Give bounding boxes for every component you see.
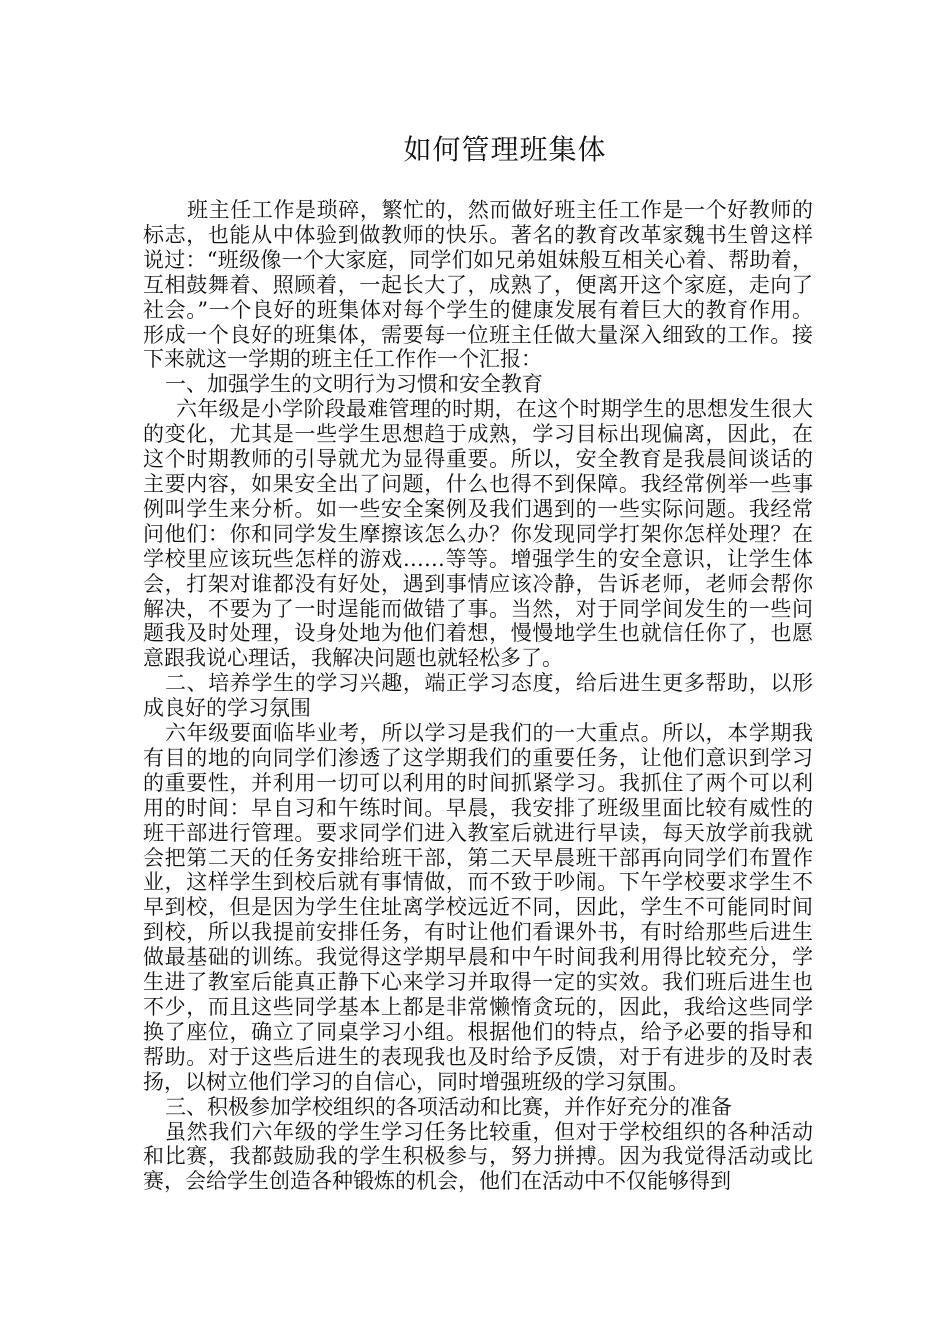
section-heading-3: 三、积极参加学校组织的各项活动和比赛，并作好充分的准备 (165, 1094, 732, 1119)
section-heading-2: 二、培养学生的学习兴趣，端正学习态度，给后进生更多帮助，以形成良好的学习氛围 (143, 671, 813, 721)
document-title: 如何管理班集体 (403, 133, 607, 166)
paragraph-section-2: 六年级要面临毕业考，所以学习是我们的一大重点。所以，本学期我有目的地的向同学们渗透了这学期我们的重要任务，让他们意识到学习的重要性，并利用一切可以利用的时间抓紧学习。我抓住了两个可以利用的时间：早自习和午练时间。早晨，我安排了班级里面比较有威性的班干部进行管理。要求同学们进入教室后就进行早读，每天放学前我就会把第二天的任务安排给班干部，第二天早晨班干部再向同学们布置作业，这样学生到校后就有事情做，而不致于吵闹。下午学校要求学生不早到校，但是因为学生住址离学校远近不同，因此，学生不可能同时间到校，所以我提前安排任务，有时让他们看课外书，有时给那些后进生做最基础的训练。我觉得这学期早晨和中午时间我利用得比较充分，学生进了教室后能真正静下心来学习并取得一定的实效。我们班后进生也不少，而且这些同学基本上都是非常懒惰贪玩的，因此，我给这些同学换了座位，确立了同桌学习小组。根据他们的特点，给予必要的指导和帮助。对于这些后进生的表现我也及时给予反馈，对于有进步的及时表扬，以树立他们学习的自信心，同时增强班级的学习氛围。 (143, 721, 813, 1094)
section-heading-1: 一、加强学生的文明行为习惯和安全教育 (165, 372, 543, 397)
document-body (143, 198, 813, 1194)
paragraph-section-3: 虽然我们六年级的学生学习任务比较重，但对于学校组织的各种活动和比赛，我都鼓励我的学生积极参与，努力拼搏。因为我觉得活动或比赛，会给学生创造各种锻炼的机会，他们在活动中不仅能够得到 (143, 1119, 813, 1194)
paragraph-section-1: 六年级是小学阶段最难管理的时期，在这个时期学生的思想发生很大的变化，尤其是一些学生思想趋于成熟，学习目标出现偏离，因此，在这个时期教师的引导就尤为显得重要。所以，安全教育是我晨间谈话的主要内容，如果安全出了问题，什么也得不到保障。我经常例举一些事例叫学生来分析。如一些安全案例及我们遇到的一些实际问题。我经常问他们：你和同学发生摩擦该怎么办？你发现同学打架你怎样处理？在学校里应该玩些怎样的游戏……等等。增强学生的安全意识，让学生体会，打架对谁都没有好处，遇到事情应该冷静，告诉老师，老师会帮你解决，不要为了一时逞能而做错了事。当然，对于同学间发生的一些问题我及时处理，设身处地为他们着想，慢慢地学生也就信任你了，也愿意跟我说心理话，我解决问题也就轻松多了。 (143, 397, 813, 671)
paragraph-intro: 班主任工作是琐碎，繁忙的，然而做好班主任工作是一个好教师的标志，也能从中体验到做教师的快乐。著名的教育改革家魏书生曾这样说过：“班级像一个大家庭，同学们如兄弟姐妹般互相关心着、帮助着，互相鼓舞着、照顾着，一起长大了，成熟了，便离开这个家庭，走向了社会。”一个良好的班集体对每个学生的健康发展有着巨大的教育作用。形成一个良好的班集体，需要每一位班主任做大量深入细致的工作。接下来就这一学期的班主任工作作一个汇报： (143, 198, 813, 372)
